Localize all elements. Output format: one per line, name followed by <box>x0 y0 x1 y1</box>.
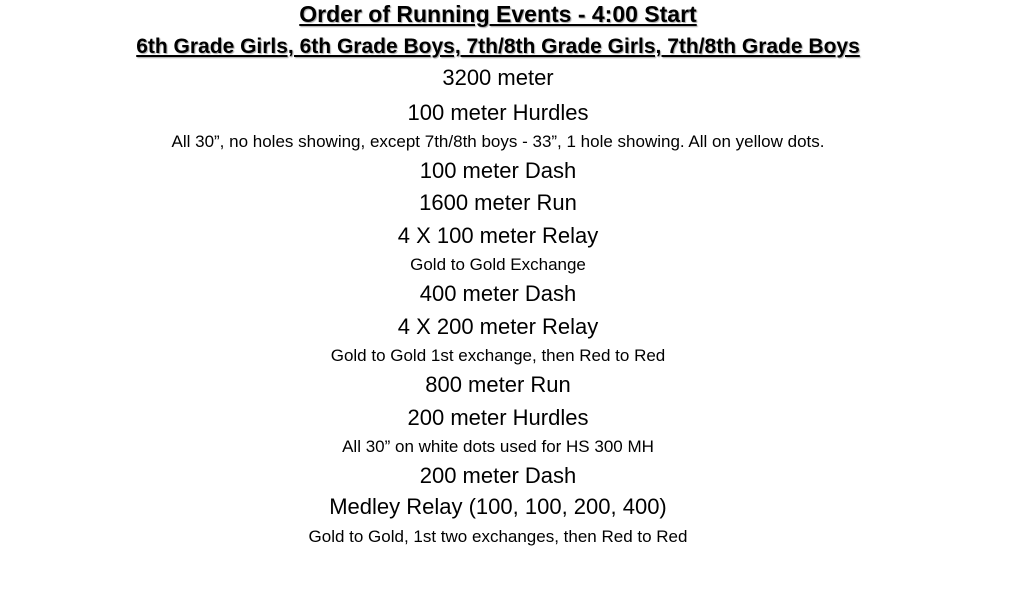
page-title: Order of Running Events - 4:00 Start <box>299 1 697 27</box>
event-100m-dash: 100 meter Dash <box>419 158 577 183</box>
event-400m-dash: 400 meter Dash <box>419 281 577 306</box>
grade-groups-subtitle: 6th Grade Girls, 6th Grade Boys, 7th/8th Grade Girls, 7th/8th Grade Boys <box>136 35 860 58</box>
event-1600m-run: 1600 meter Run <box>419 190 577 215</box>
event-200m-dash: 200 meter Dash <box>419 463 577 488</box>
note-200m-hurdles: All 30” on white dots used for HS 300 MH <box>342 437 654 456</box>
event-4x100-relay: 4 X 100 meter Relay <box>397 223 599 248</box>
event-4x200-relay: 4 X 200 meter Relay <box>397 314 599 339</box>
event-200m-hurdles: 200 meter Hurdles <box>407 405 589 430</box>
note-4x200-relay: Gold to Gold 1st exchange, then Red to Red <box>330 346 666 365</box>
event-800m-run: 800 meter Run <box>425 372 571 397</box>
event-3200m: 3200 meter <box>442 65 554 90</box>
note-100m-hurdles: All 30”, no holes showing, except 7th/8th boys - 33”, 1 hole showing. All on yellow dots. <box>171 132 825 151</box>
note-4x100-relay: Gold to Gold Exchange <box>410 255 586 274</box>
event-100m-hurdles: 100 meter Hurdles <box>407 100 589 125</box>
event-medley-relay: Medley Relay (100, 100, 200, 400) <box>329 494 667 519</box>
note-medley-relay: Gold to Gold, 1st two exchanges, then Red to Red <box>308 527 688 546</box>
